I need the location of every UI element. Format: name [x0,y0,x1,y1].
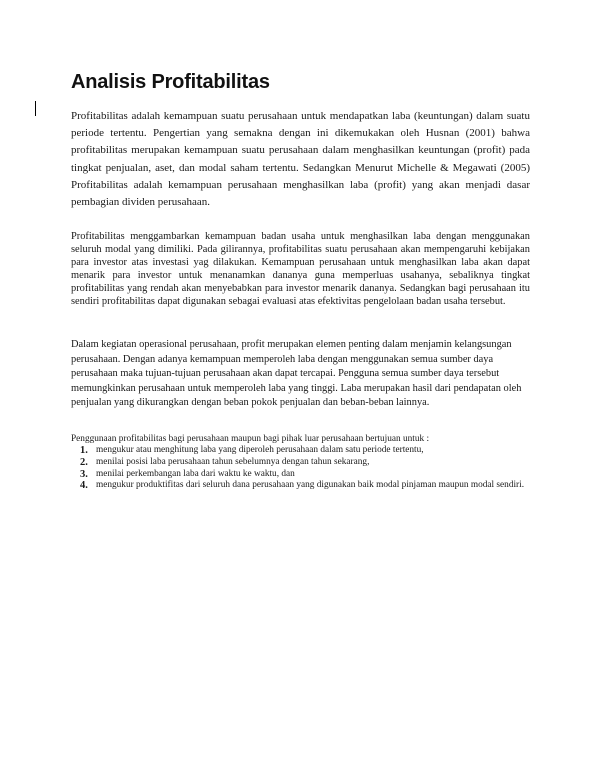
list-item-text: menilai perkembangan laba dari waktu ke waktu, dan [96,468,295,479]
list-item [80,480,530,492]
list-item-number: 1. [80,445,88,456]
text-cursor [35,101,36,116]
list-item [80,457,530,469]
paragraph-purpose-intro: Penggunaan profitabilitas bagi perusahaan maupun bagi pihak luar perusahaan bertujuan untuk : [71,434,430,444]
list-item-number: 4. [80,480,88,492]
list-item-text: mengukur produktifitas dari seluruh dana perusahaan yang digunakan baik modal pinjaman maupun modal sendiri. [96,480,525,491]
paragraph-definition: Profitabilitas adalah kemampuan suatu perusahaan untuk mendapatkan laba (keuntungan) dalam suatu periode tertentu. Pengertian yang semakna dengan ini dikemukakan oleh Husnan (2001) bahwa profitabilitas merupakan kemampuan suatu perusahaan dalam menghasilkan keuntungan (profit) pada tingkat penjualan, aset, dan modal saham tertentu. Sedangkan Menurut Michelle & Megawati (2005) Profitabilitas adalah kemampuan perusahaan menghasilkan laba (profit) yang akan menjadi dasar pembagian dividen perusahaan. [71,110,530,209]
paragraph-description: Profitabilitas menggambarkan kemampuan badan usaha untuk menghasilkan laba dengan menggunakan seluruh modal yang dimiliki. Pada gilirannya, profitabilitas suatu perusahaan akan mempengaruhi kebijakan para investor atas investasi yag dilakukan. Kemampuan perusahaan untuk menghasilkan laba akan dapat menarik para investor untuk menanamkan dananya guna memperluas usahanya, sebaliknya tingkat profitabilitas yang rendah akan menyebabkan para investor menarik dananya. Sedangkan bagi perusahaan itu sendiri profitabilitas dapat digunakan sebagai evaluasi atas efektivitas pengelolaan badan usaha tersebut. [71,231,530,307]
paragraph-operational: Dalam kegiatan operasional perusahaan, profit merupakan elemen penting dalam menjamin kelangsungan perusahaan. Dengan adanya kemampuan memperoleh laba dengan menggunakan semua sumber daya perusahaan maka tujuan-tujuan perusahaan akan dapat tercapai. Pengguna semua sumber daya tersebut memungkinkan perusahaan untuk memperoleh laba yang tinggi. Laba merupakan hasil dari pendapatan oleh penjualan yang dikurangkan dengan beban pokok penjualan dan beban-beban lainnya. [71,339,522,408]
list-item [80,469,530,481]
list-item-number: 2. [80,456,88,468]
purpose-list [80,445,530,492]
list-item-text: menilai posisi laba perusahaan tahun sebelumnya dengan tahun sekarang, [96,456,370,467]
list-item-text: mengukur atau menghitung laba yang diperoleh perusahaan dalam satu periode tertentu, [96,445,424,455]
list-item [80,445,530,457]
page-title: Analisis Profitabilitas [71,71,270,93]
list-item-number: 3. [80,468,88,480]
